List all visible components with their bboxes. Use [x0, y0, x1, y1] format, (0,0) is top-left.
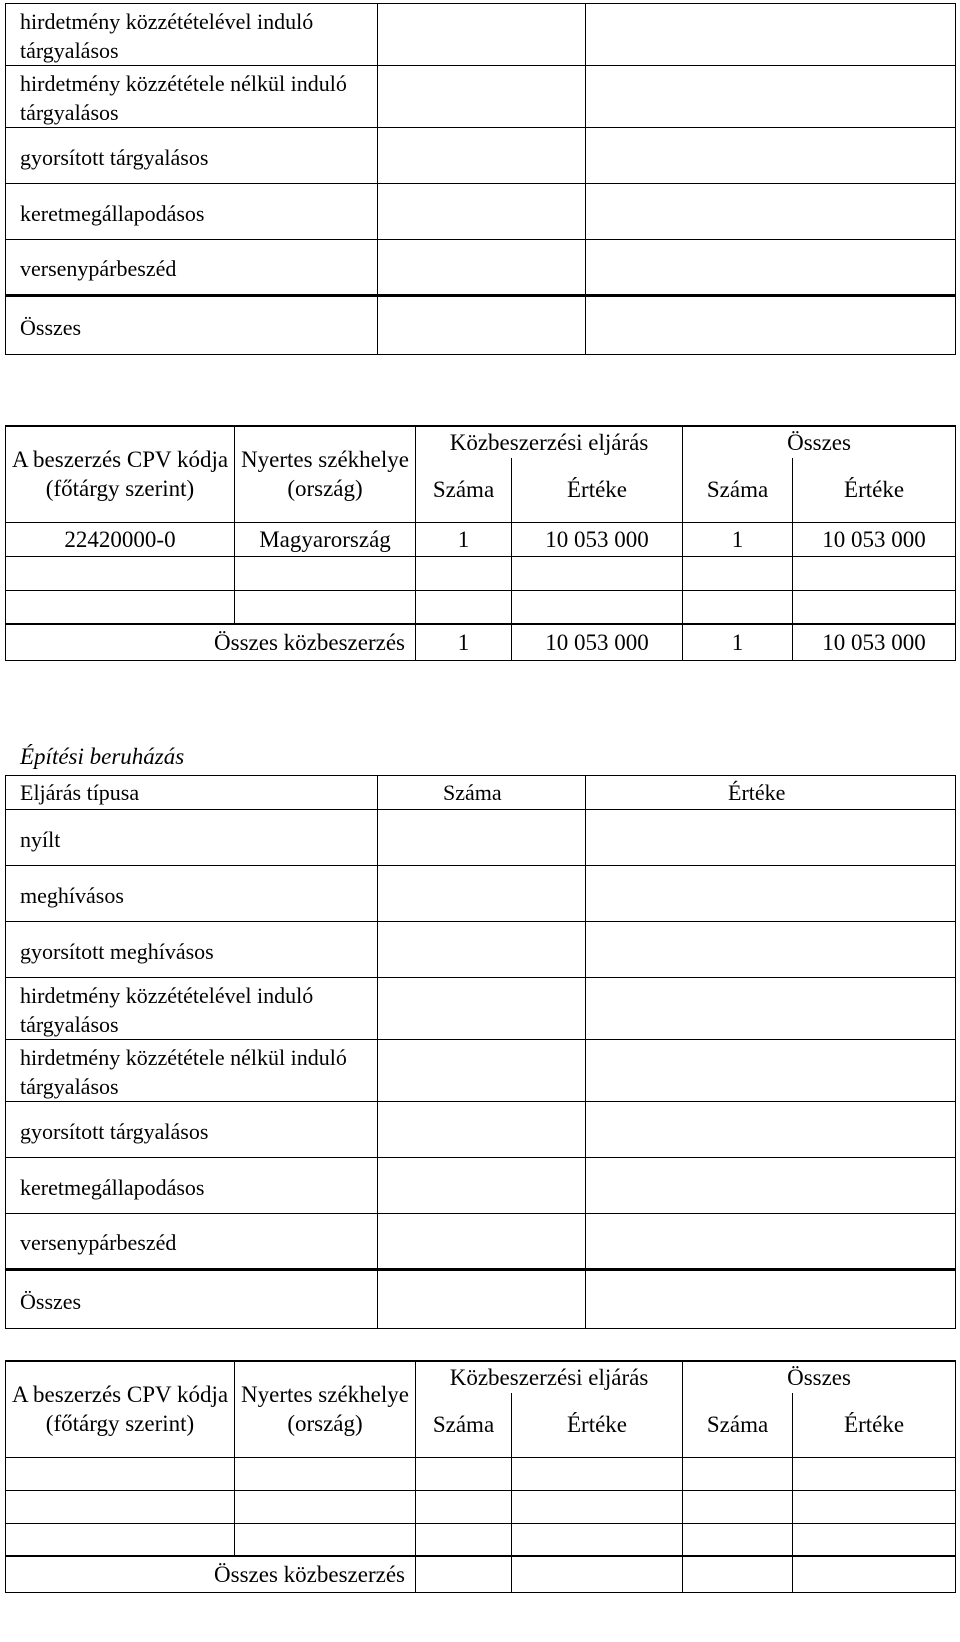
winner-seat-header: Nyertes székhelye (ország) [235, 1361, 416, 1457]
table-row [6, 1040, 956, 1102]
value-cell [793, 1556, 956, 1592]
count-cell [416, 556, 512, 590]
table-row [6, 522, 956, 556]
count-cell [683, 556, 793, 590]
value-cell [586, 240, 956, 296]
total-header: Összes [683, 1361, 956, 1393]
count-cell [378, 810, 586, 866]
procedure-type-header: Eljárás típusa [6, 776, 378, 810]
value-cell [586, 978, 956, 1040]
table-row [6, 1214, 956, 1270]
procedure-header: Közbeszerzési eljárás [416, 426, 683, 458]
value-header: Értéke [586, 776, 956, 810]
table-row [6, 1523, 956, 1556]
value-header: Értéke [512, 458, 683, 522]
value-cell [793, 1457, 956, 1490]
table-row [6, 240, 956, 296]
total-row [6, 1270, 956, 1329]
procedure-type-cell: gyorsított tárgyalásos [6, 1102, 378, 1158]
table-row [6, 128, 956, 184]
count-cell: 1 [683, 522, 793, 556]
value-cell [793, 590, 956, 624]
count-cell [378, 240, 586, 296]
count-header: Száma [683, 458, 793, 522]
winner-seat-cell [235, 1523, 416, 1556]
value-header: Értéke [512, 1393, 683, 1457]
value-cell [586, 922, 956, 978]
procedure-type-cell: keretmegállapodásos [6, 1158, 378, 1214]
winner-seat-cell [235, 590, 416, 624]
value-cell [586, 866, 956, 922]
count-cell [683, 1556, 793, 1592]
procedure-type-cell: versenypárbeszéd [6, 1214, 378, 1270]
procedure-type-cell: gyorsított tárgyalásos [6, 128, 378, 184]
section-heading: Építési beruházás [20, 744, 185, 769]
count-cell [378, 184, 586, 240]
value-cell [586, 810, 956, 866]
procedure-type-cell: hirdetmény közzétételével induló tárgyalásos [6, 4, 378, 66]
count-header: Száma [378, 776, 586, 810]
cpv-code-cell [6, 1523, 235, 1556]
count-cell [378, 296, 586, 355]
count-cell: 1 [416, 522, 512, 556]
sum-row [6, 1556, 956, 1592]
table-row [6, 1158, 956, 1214]
value-cell [586, 1040, 956, 1102]
table-row [6, 184, 956, 240]
count-cell [378, 1040, 586, 1102]
value-cell: 10 053 000 [793, 624, 956, 660]
count-cell [683, 590, 793, 624]
value-header: Értéke [793, 1393, 956, 1457]
value-cell [512, 556, 683, 590]
value-header: Értéke [793, 458, 956, 522]
sum-row [6, 624, 956, 660]
table-row [6, 866, 956, 922]
count-cell [416, 1457, 512, 1490]
procedure-type-cell: nyílt [6, 810, 378, 866]
count-cell [683, 1523, 793, 1556]
count-cell [683, 1490, 793, 1523]
value-cell [586, 1102, 956, 1158]
value-cell [586, 1270, 956, 1329]
winner-seat-cell [235, 556, 416, 590]
count-cell [416, 1523, 512, 1556]
value-cell: 10 053 000 [793, 522, 956, 556]
count-cell [378, 1214, 586, 1270]
table-row [6, 922, 956, 978]
count-cell [416, 1490, 512, 1523]
count-cell: 1 [683, 624, 793, 660]
sum-label: Összes közbeszerzés [6, 624, 416, 660]
value-cell [793, 1490, 956, 1523]
procedure-table-construction [5, 775, 956, 1329]
procedure-type-cell: hirdetmény közzététele nélkül induló tárgyalásos [6, 1040, 378, 1102]
procedure-header: Közbeszerzési eljárás [416, 1361, 683, 1393]
cpv-code-cell [6, 556, 235, 590]
table-row [6, 1457, 956, 1490]
table-row [6, 1102, 956, 1158]
count-cell [378, 1270, 586, 1329]
count-cell [378, 978, 586, 1040]
value-cell [793, 1523, 956, 1556]
sum-label: Összes közbeszerzés [6, 1556, 416, 1592]
table-row [6, 4, 956, 66]
table-row [6, 1490, 956, 1523]
value-cell [512, 590, 683, 624]
value-cell [586, 1214, 956, 1270]
value-cell: 10 053 000 [512, 624, 683, 660]
winner-seat-cell [235, 1457, 416, 1490]
procedure-type-cell: keretmegállapodásos [6, 184, 378, 240]
header-row [6, 776, 956, 810]
count-cell [378, 866, 586, 922]
cpv-table-2 [5, 1360, 956, 1593]
count-cell [378, 66, 586, 128]
value-cell [512, 1523, 683, 1556]
total-header: Összes [683, 426, 956, 458]
winner-seat-cell [235, 1490, 416, 1523]
count-cell [416, 1556, 512, 1592]
procedure-type-cell: gyorsított meghívásos [6, 922, 378, 978]
value-cell: 10 053 000 [512, 522, 683, 556]
value-cell [586, 296, 956, 355]
cpv-code-cell [6, 1457, 235, 1490]
value-cell [512, 1457, 683, 1490]
value-cell [586, 66, 956, 128]
winner-seat-cell: Magyarország [235, 522, 416, 556]
value-cell [512, 1490, 683, 1523]
cpv-code-header: A beszerzés CPV kódja (főtárgy szerint) [6, 426, 235, 522]
count-cell [378, 4, 586, 66]
count-cell [378, 128, 586, 184]
procedure-type-cell: hirdetmény közzététele nélkül induló tárgyalásos [6, 66, 378, 128]
value-cell [512, 1556, 683, 1592]
procedure-type-cell: versenypárbeszéd [6, 240, 378, 296]
count-header: Száma [416, 1393, 512, 1457]
count-cell [378, 1158, 586, 1214]
table-row [6, 590, 956, 624]
table-row [6, 556, 956, 590]
total-label: Összes [6, 1270, 378, 1329]
total-row [6, 296, 956, 355]
total-label: Összes [6, 296, 378, 355]
cpv-code-cell [6, 590, 235, 624]
cpv-code-cell: 22420000-0 [6, 522, 235, 556]
value-cell [586, 184, 956, 240]
count-cell: 1 [416, 624, 512, 660]
table-row [6, 66, 956, 128]
value-cell [586, 4, 956, 66]
count-cell [416, 590, 512, 624]
value-cell [586, 1158, 956, 1214]
procedure-table-top [5, 3, 956, 355]
winner-seat-header: Nyertes székhelye (ország) [235, 426, 416, 522]
value-cell [793, 556, 956, 590]
procedure-type-cell: meghívásos [6, 866, 378, 922]
procedure-type-cell: hirdetmény közzétételével induló tárgyalásos [6, 978, 378, 1040]
count-cell [378, 1102, 586, 1158]
table-row [6, 978, 956, 1040]
count-header: Száma [416, 458, 512, 522]
count-cell [683, 1457, 793, 1490]
table-row [6, 810, 956, 866]
count-cell [378, 922, 586, 978]
cpv-code-cell [6, 1490, 235, 1523]
cpv-table-1 [5, 425, 956, 661]
count-header: Száma [683, 1393, 793, 1457]
value-cell [586, 128, 956, 184]
cpv-code-header: A beszerzés CPV kódja (főtárgy szerint) [6, 1361, 235, 1457]
